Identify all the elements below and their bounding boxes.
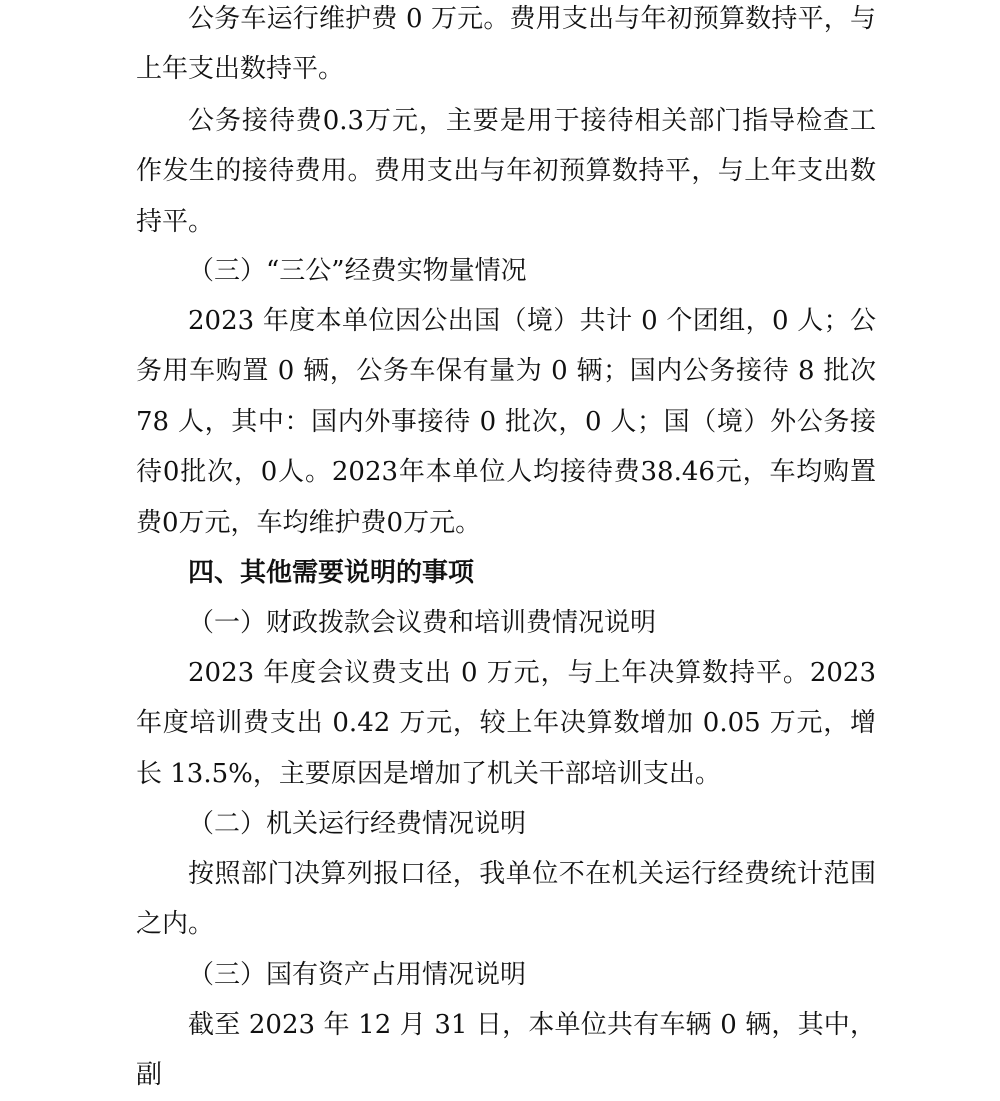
meeting-training-heading: （一）财政拨款会议费和培训费情况说明 bbox=[188, 608, 657, 638]
vehicle-maintenance-paragraph: 公务车运行维护费 0 万元。费用支出与年初预算数持平，与上年支出数持平。 bbox=[136, 4, 876, 85]
reception-fee-paragraph: 公务接待费0.3万元，主要是用于接待相关部门指导检查工作发生的接待费用。费用支出与年初预算数持平，与上年支出数持平。 bbox=[136, 106, 876, 237]
state-assets-paragraph: 截至 2023 年 12 月 31 日，本单位共有车辆 0 辆，其中，副 bbox=[136, 1010, 876, 1091]
section-four-heading: 四、其他需要说明的事项 bbox=[188, 558, 475, 588]
operating-cost-paragraph: 按照部门决算列报口径，我单位不在机关运行经费统计范围之内。 bbox=[136, 859, 876, 940]
state-assets-heading: （三）国有资产占用情况说明 bbox=[188, 960, 527, 990]
three-public-heading: （三）“三公”经费实物量情况 bbox=[188, 256, 527, 286]
meeting-training-paragraph: 2023 年度会议费支出 0 万元，与上年决算数持平。2023 年度培训费支出 0.42 万元，较上年决算数增加 0.05 万元，增长 13.5%，主要原因是增加了机关干部培训支出。 bbox=[136, 658, 876, 789]
operating-cost-heading: （二）机关运行经费情况说明 bbox=[188, 809, 527, 839]
three-public-paragraph: 2023 年度本单位因公出国（境）共计 0 个团组，0 人；公务用车购置 0 辆，公务车保有量为 0 辆；国内公务接待 8 批次 78 人，其中：国内外事接待 0 批次，0 人；国（境）外公务接待0批次，0人。2023年本单位人均接待费38.46元，车均购置费0万元，车均维护费0万元。 bbox=[136, 306, 876, 538]
